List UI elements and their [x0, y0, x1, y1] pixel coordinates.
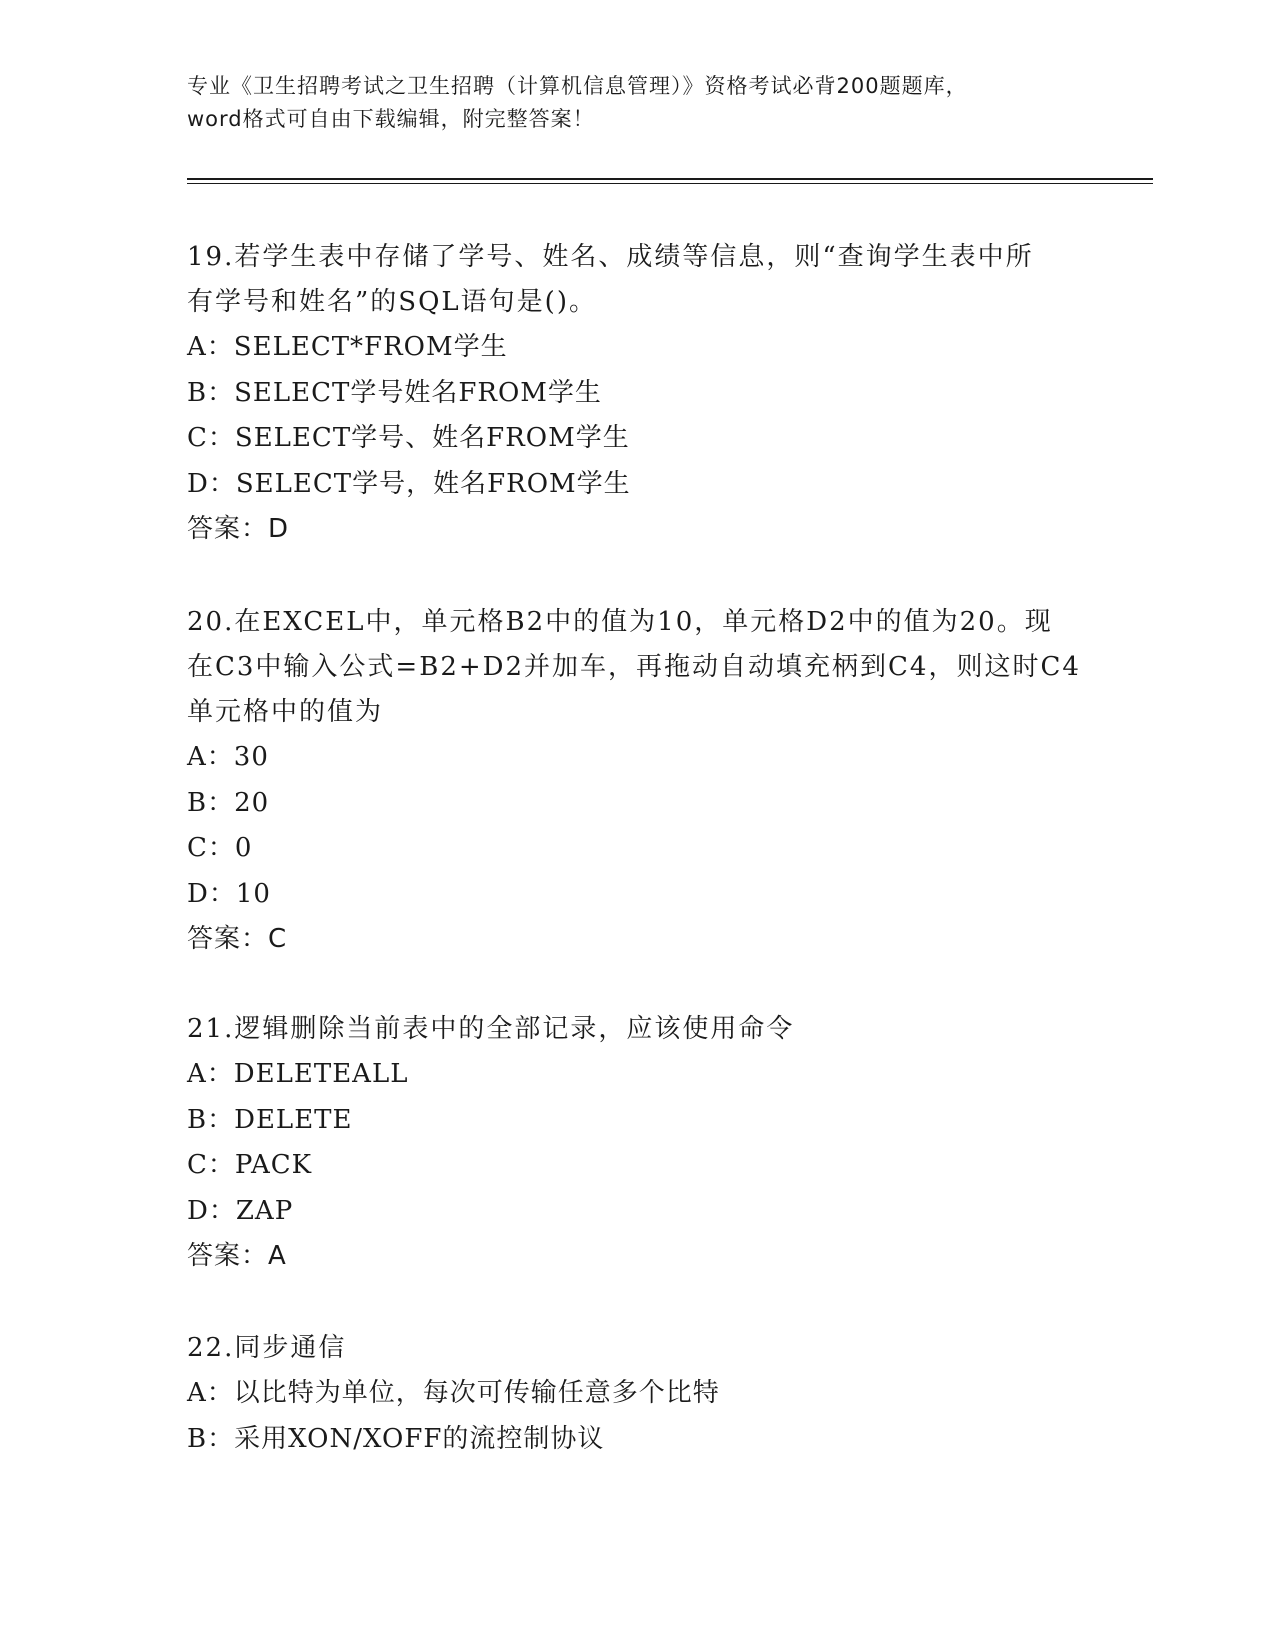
question-stem-line: 有学号和姓名”的SQL语句是()。: [187, 287, 597, 317]
option-a: A：以比特为单位，每次可传输任意多个比特: [187, 1378, 720, 1408]
option-d: D：ZAP: [187, 1195, 294, 1226]
option-a: A：30: [187, 742, 269, 772]
option-d: D：10: [187, 878, 271, 909]
question-stem-line: 单元格中的值为: [187, 697, 384, 727]
option-a: A：SELECT*FROM学生: [187, 332, 508, 362]
document-header: [187, 70, 1087, 136]
option-d: D：SELECT学号，姓名FROM学生: [187, 468, 631, 499]
question-stem-line: 22.同步通信: [187, 1333, 347, 1363]
header-line-2: word格式可自由下载编辑，附完整答案！: [187, 107, 595, 131]
question-20: [187, 600, 1087, 962]
header-divider-thin: [187, 183, 1153, 184]
answer-line: 答案：A: [187, 1241, 287, 1271]
answer-line: 答案：D: [187, 514, 290, 544]
question-21: [187, 1007, 1087, 1279]
option-b: B：SELECT学号姓名FROM学生: [187, 377, 602, 408]
question-19: [187, 235, 1087, 552]
question-22: [187, 1326, 1087, 1462]
question-stem-line: 19.若学生表中存储了学号、姓名、成绩等信息，则“查询学生表中所: [187, 242, 1034, 272]
option-b: B：DELETE: [187, 1104, 353, 1135]
option-c: C：SELECT学号、姓名FROM学生: [187, 423, 630, 453]
option-b: B：20: [187, 787, 270, 818]
option-b: B：采用XON/XOFF的流控制协议: [187, 1423, 605, 1454]
header-divider-thick: [187, 178, 1153, 180]
header-line-1: 专业《卫生招聘考试之卫生招聘（计算机信息管理）》资格考试必背200题题库，: [187, 74, 968, 98]
answer-line: 答案：C: [187, 924, 288, 954]
option-c: C：0: [187, 833, 253, 863]
question-stem-line: 21.逻辑删除当前表中的全部记录，应该使用命令: [187, 1014, 795, 1044]
option-a: A：DELETEALL: [187, 1059, 409, 1089]
option-c: C：PACK: [187, 1150, 313, 1180]
question-stem-line: 在C3中输入公式=B2+D2并加车，再拖动自动填充柄到C4，则这时C4: [187, 652, 1081, 682]
question-stem-line: 20.在EXCEL中，单元格B2中的值为10，单元格D2中的值为20。现: [187, 607, 1053, 637]
